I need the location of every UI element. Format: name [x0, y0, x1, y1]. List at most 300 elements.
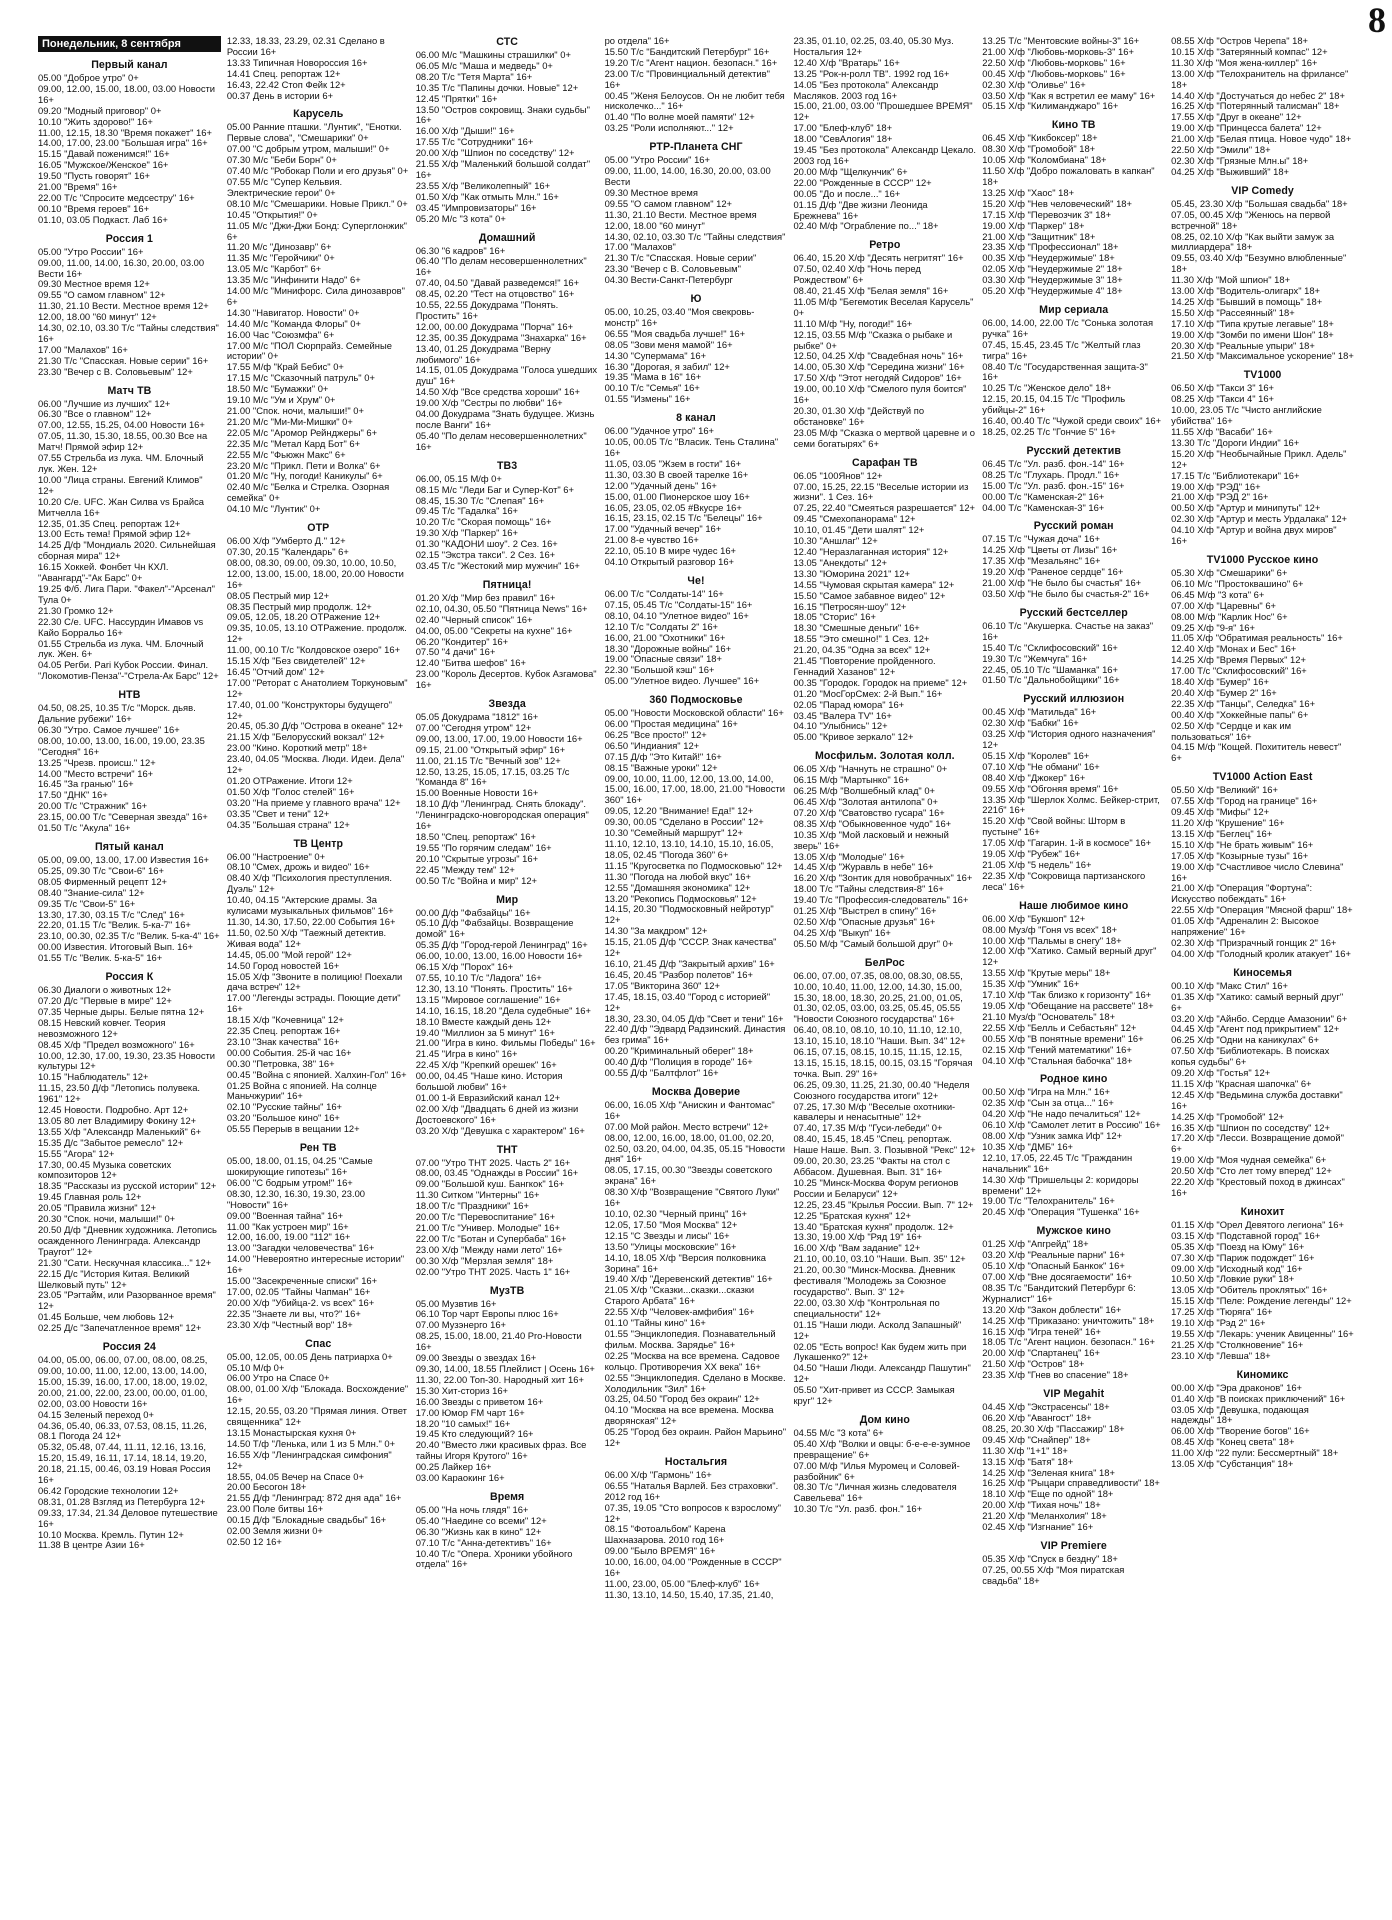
program-listing: 22.00 "Рожденные в СССР" 12+: [793, 176, 932, 188]
program-listing: 04.50, 08.25, 10.35 Т/с "Морск. дьяв. Дальние рубежи" 16+: [38, 702, 196, 725]
program-listing: 05.35 Х/ф "Поезд на Юму" 16+: [1171, 1240, 1305, 1252]
program-listing: 21.30 Т/с "Спасская. Новые серии" 16+: [38, 354, 209, 366]
program-listing: 06.00 Х/ф "Гармонь" 16+: [604, 1468, 712, 1480]
program-listing: 13.00 "Загадки человечества" 16+: [226, 1242, 375, 1254]
program-listing: 19.45 "Без протокола" Александр Цекало. 2003 год 16+: [793, 144, 977, 166]
channel-title: Наше любимое кино: [1019, 899, 1129, 912]
program-listing: 05.00 "На ночь глядя" 16+: [415, 1503, 529, 1515]
program-listing: 16.00 Звезды с приветом 16+: [415, 1395, 544, 1407]
program-listing: 12.15, 20.55, 03.20 "Прямая линия. Ответ священника" 12+: [226, 1405, 407, 1428]
program-listing: 21.55 Д/ф "Ленинград: 872 дня ада" 16+: [226, 1492, 402, 1504]
program-listing: 20.30, 01.30 Х/ф "Действуй по обстановке" 16+: [793, 405, 925, 427]
program-listing: 06.10 Х/ф "Самолет летит в Россию" 16+: [982, 1119, 1161, 1131]
program-listing: 12.50, 13.25, 15.05, 17.15, 03.25 Т/с "Команда 8" 16+: [415, 765, 570, 788]
program-listing: 12.10, 17.05, 22.45 Т/с "Гражданин начальник" 16+: [982, 1151, 1133, 1174]
program-listing: 03.20 "На приеме у главного врача" 12+: [226, 796, 401, 808]
program-listing: 19.55 Х/ф "Лекарь: ученик Авиценны" 16+: [1171, 1327, 1354, 1339]
program-listing: 17.55 Т/с "Сотрудники" 16+: [415, 136, 534, 148]
program-listing: 08.25, 02.10 Х/ф "Как выйти замуж за миллиардера" 18+: [1171, 230, 1335, 253]
program-listing: 15.15 Х/ф "Без свидетелей" 12+: [226, 655, 366, 667]
program-listing: 10.50 Х/ф "Ловкие руки" 18+: [1171, 1273, 1295, 1285]
program-listing: 04.00 Х/ф "Голодный кролик атакует" 16+: [1171, 947, 1351, 959]
program-listing: 05.00 "Кривое зеркало" 12+: [793, 731, 914, 743]
program-listing: 11.20 Х/ф "Крушение" 16+: [1171, 817, 1285, 828]
schedule-column: [227, 36, 410, 1906]
program-listing: 05.10 Х/ф "Опасный Банкок" 16+: [982, 1260, 1125, 1272]
program-listing: 00.45 Х/ф "Любовь-морковь" 16+: [982, 67, 1126, 79]
program-listing: 01.35 Х/ф "Хатико: самый верный друг" 6+: [1171, 990, 1344, 1013]
program-listing: 14.45, 05.00 "Мой герой" 12+: [226, 948, 352, 960]
program-listing: 08.40 "Знание-сила" 12+: [38, 886, 145, 898]
program-listing: 22.50 Х/ф "Любовь-морковь" 16+: [982, 56, 1126, 68]
channel-title: Дом кино: [859, 1413, 910, 1426]
program-listing: 12.00 "Удачный день" 16+: [604, 479, 717, 491]
program-listing: 10.00, 16.00, 04.00 "Рожденные в СССР" 16+: [604, 1556, 782, 1579]
program-listing: 03.30 Х/ф "Неудержимые 3" 18+: [982, 274, 1123, 286]
program-listing: 22.35 М/с "Метал Кард Бот" 6+: [226, 437, 361, 449]
program-listing: 19.00, 00.10 Х/ф "Смелого пуля боится" 16+: [793, 383, 967, 406]
program-listing: 05.05 Докудрама "1812" 16+: [415, 711, 539, 723]
program-listing: 23.15, 00.00 Т/с "Северная звезда" 16+: [38, 811, 208, 823]
program-listing: 02.10, 04.30, 05.50 "Пятница News" 16+: [415, 602, 588, 614]
program-listing: 10.20 Т/с "Скорая помощь" 16+: [415, 516, 552, 528]
program-listing: 15.15 "Давай поженимся!" 16+: [38, 148, 170, 160]
channel-title: Ю: [690, 293, 702, 306]
program-listing: 05.20 Х/ф "Неудержимые 4" 18+: [982, 285, 1123, 297]
program-listing: 21.00 Х/ф "РЭД 2" 16+: [1171, 491, 1269, 503]
program-listing: 07.15 Д/ф "Это Китай!" 16+: [604, 750, 722, 762]
program-listing: 04.25 Х/ф "Выкуп" 16+: [793, 926, 891, 938]
program-listing: 18.10 Х/ф "Еще по одной" 18+: [982, 1488, 1114, 1500]
channel-title: Пятница!: [482, 578, 532, 591]
program-listing: 12.25 "Братская кухня" 12+: [793, 1209, 911, 1221]
program-listing: 21.00 Х/ф "Не было бы счастья" 16+: [982, 577, 1142, 589]
program-listing: 17.10 Х/ф "Так близко к горизонту" 16+: [982, 989, 1152, 1001]
program-listing: 18.50 М/с "Бумажки" 0+: [226, 383, 329, 395]
program-listing: 19.00 Х/ф "Зомби по имени Шон" 18+: [1171, 328, 1334, 340]
program-listing: 08.30 Х/ф "Возвращение "Святого Луки" 16+: [604, 1186, 780, 1209]
program-listing: 19.05 Х/ф "Рубеж" 16+: [982, 848, 1081, 860]
program-listing: 08.00 Х/ф "Узник замка Иф" 12+: [982, 1130, 1123, 1142]
program-listing: 02.05 "Есть вопрос! Как будем жить при Лукашенко?" 12+: [793, 1340, 967, 1363]
program-listing: 14.30, 02.10, 03.30 Т/с "Тайны следствия": [604, 230, 786, 242]
program-listing: 04.50 "Наши Люди. Александр Пашутин" 12+: [793, 1362, 971, 1385]
program-listing: 07.05, 00.45 Х/ф "Женюсь на первой встречной" 18+: [1171, 208, 1331, 231]
program-listing: 00.15 Д/ф "Блокадные свадьбы" 16+: [226, 1514, 387, 1526]
schedule-column: [1171, 36, 1354, 1906]
program-listing: 13.15 "Мировое соглашение" 16+: [415, 993, 561, 1005]
program-listing: 09.05, 12.20 "Внимание! Еда!" 12+: [604, 805, 754, 817]
program-listing: 01.45 Больше, чем любовь 12+: [38, 1311, 175, 1323]
program-listing: 11.55 Х/ф "Васаби" 16+: [1171, 426, 1273, 437]
program-listing: 19.00 Х/ф "Паркер" 18+: [982, 219, 1085, 231]
program-listing: 19.35 "Мама в 16" 16+: [604, 371, 702, 383]
program-listing: 21.20 Х/ф "Меланхолия" 18+: [982, 1510, 1107, 1522]
program-listing: 03.25, 04.50 "Город без окраин" 12+: [604, 1393, 760, 1405]
program-listing: 18.25, 02.25 Т/с "Гончие 5" 16+: [982, 426, 1116, 437]
program-listing: 19.40 Т/с "Профессия-следователь" 16+: [793, 894, 969, 906]
program-listing: 16.15 Х/ф "Игра теней" 16+: [982, 1325, 1101, 1337]
program-listing: 02.40 М/с "Белка и Стрелка. Озорная семейка" 0+: [226, 481, 390, 504]
program-listing: 22.10, 05.10 В мире чудес 16+: [604, 545, 737, 557]
program-listing: 08.00 Муз/ф "Гоня vs всех" 18+: [982, 923, 1118, 935]
program-listing: 16.35 Х/ф "Шпион по соседству" 12+: [1171, 1121, 1330, 1133]
program-listing: 14.25 Х/ф "Громобой" 12+: [1171, 1110, 1285, 1122]
program-listing: 17.00 М/с "ПОЛ Сюрпрайз. Семейные истории" 0+: [226, 339, 392, 362]
program-listing: 11.00 "Как устроен мир" 16+: [226, 1220, 349, 1232]
program-listing: 10.40 Т/с "Опера. Хроники убойного отдела" 16+: [415, 1547, 573, 1570]
channel-title: Рен ТВ: [299, 1142, 337, 1155]
program-listing: 12.50, 04.25 Х/ф "Свадебная ночь" 16+: [793, 350, 964, 362]
program-listing: 04.30 Вести-Санкт-Петербург: [604, 274, 733, 286]
program-listing: 06.25 "Все просто!" 12+: [604, 728, 707, 740]
program-listing: 17.00 "Удачный вечер" 16+: [604, 523, 722, 535]
program-listing: 22.50 Х/ф "Эмили" 18+: [1171, 144, 1271, 156]
program-listing: 17.00 "Малахов": [604, 241, 676, 253]
program-listing: 07.00 Мой район. Место встречи" 12+: [604, 1120, 769, 1132]
program-listing: 18.00 Т/с "Тайны следствия-8" 16+: [793, 883, 944, 895]
program-listing: 22.00 Т/с "Ботан и Супербаба" 16+: [415, 1232, 567, 1244]
program-listing: 07.15 Т/с "Чужая доча" 16+: [982, 533, 1100, 545]
program-listing: 14.41 Спец. репортаж 12+: [226, 67, 341, 79]
program-listing: 02.40 "Черный список" 16+: [415, 613, 533, 625]
channel-title: Русский роман: [1033, 520, 1114, 533]
program-listing: 13.25 Х/ф "Хаос" 18+: [982, 186, 1075, 198]
program-listing: 01.15 Х/ф "Орел Девятого легиона" 16+: [1171, 1218, 1344, 1230]
program-listing: 13.05 Х/ф "Молодые" 16+: [793, 850, 905, 862]
program-listing: 09.00, 10.00, 11.00, 12.00, 13.00, 14.00, 15.00, 16.00, 17.00, 18.00, 21.00 "Новости 360" 16+: [604, 772, 785, 806]
program-listing: 00.37 День в истории 6+: [226, 89, 334, 101]
program-listing: 12.00, 16.00, 19.00 "112" 16+: [226, 1231, 351, 1243]
program-listing: 06.25 Х/ф "Одни на каникулах" 6+: [1171, 1034, 1319, 1046]
program-listing: 08.40 Т/с "Государственная защита-3" 16+: [982, 360, 1148, 383]
program-listing: 03.20 Х/ф "Айнбо. Сердце Амазонии" 6+: [1171, 1012, 1348, 1024]
program-listing: 05.00 Музвтив 16+: [415, 1297, 497, 1309]
channel-title: Родное кино: [1040, 1073, 1108, 1086]
channel-title: Звезда: [488, 698, 526, 711]
program-listing: 11.30 "Погода на любой вкус" 16+: [604, 870, 751, 882]
program-listing: 02.55 "Энциклопедия. Сделано в Москве. Холодильник "Зил" 16+: [604, 1371, 786, 1394]
program-listing: 14.25 Х/ф "Цветы от Лизы" 16+: [982, 544, 1118, 556]
program-listing: 17.00, 02.05 "Тайны Чапман" 16+: [226, 1285, 371, 1297]
program-listing: 11.15 "Кругосветка по Подмосковью" 12+: [604, 859, 783, 871]
program-listing: 17.00 "Блеф-клуб" 18+: [793, 122, 893, 134]
program-listing: 09.33, 17.34, 21.34 Деловое путешествие 16+: [38, 1506, 218, 1529]
program-listing: 08.25, 20.30 Х/ф "Пассажир" 18+: [982, 1422, 1125, 1434]
program-listing: 01.55 "Энциклопедия. Познавательный фильм. Москва. Зарядье" 16+: [604, 1327, 776, 1350]
schedule-column: [416, 36, 599, 1906]
program-listing: 00.50 Х/ф "Игра на Млн." 16+: [982, 1086, 1110, 1098]
program-listing: 01.40 "По волне моей памяти" 12+: [604, 111, 755, 123]
program-listing: 01.00 1-й Евразийский канал 12+: [415, 1091, 561, 1103]
program-listing: 00.00 Д/ф "Фабзайцы" 16+: [415, 906, 531, 918]
program-listing: 09.55 "О самом главном" 12+: [38, 289, 166, 301]
program-listing: 16.15 "Петросян-шоу" 12+: [793, 600, 907, 612]
program-listing: 18.10 Д/ф "Ленинград. Снять блокаду". "Ленинградско-новгородская операция" 16+: [415, 798, 589, 832]
program-listing: 00.00 Известия. Итоговый Вып. 16+: [38, 941, 194, 953]
program-listing: 06.45 Х/ф "Золотая антилопа" 0+: [793, 796, 938, 807]
program-listing: 12.45 Х/ф "Ведьмина служба доставки" 16+: [1171, 1088, 1343, 1111]
program-listing: 19.20 Т/с "Агент национ. безопасн." 16+: [604, 56, 778, 68]
program-listing: 02.30 Х/ф "Оливье" 16+: [982, 78, 1086, 90]
program-listing: 09.00, 20.30, 23.25 "Факты на стол с Аббасом. Душевная. Вып. 31" 16+: [793, 1155, 950, 1177]
program-listing: 10.15 Х/ф "Затерянный компас" 12+: [1171, 45, 1328, 57]
program-listing: 09.00, 11.00, 14.00, 16.30, 20.00, 03.00 Вести 16+: [38, 256, 205, 279]
program-listing: 20.05 "Правила жизни" 12+: [38, 1202, 157, 1214]
program-listing: 13.50 "Улицы московские" 16+: [604, 1240, 737, 1252]
program-listing: 16.05 "Мужское/Женское" 16+: [38, 159, 169, 171]
program-listing: 17.55 М/ф "Край Бебис" 0+: [226, 361, 344, 373]
program-listing: 06.15 Х/ф "Порох" 16+: [415, 961, 514, 973]
program-listing: 23.00 "Король Десертов. Кубок Азгамова" 16+: [415, 668, 597, 691]
channel-title: Киносемья: [1233, 966, 1292, 979]
program-listing: 00.55 Х/ф "В понятные времени" 16+: [982, 1032, 1144, 1044]
program-listing: 22.35 Х/ф "Танцы", Селедка" 16+: [1171, 697, 1316, 709]
program-listing: 05.00, 12.05, 00.05 День патриарха 0+: [226, 1350, 393, 1362]
program-listing: 05.00, 09.00, 13.00, 17.00 Известия 16+: [38, 854, 210, 865]
channel-title: ТВ Центр: [293, 837, 344, 850]
program-listing: 08.15 М/с "Леди Баг и Супер-Кот" 6+: [415, 483, 574, 495]
program-listing: 00.10 "Время героев" 16+: [38, 202, 150, 214]
program-listing: 22.45 "Между тем" 12+: [415, 863, 515, 875]
channel-title: Русский бестселлер: [1019, 606, 1128, 619]
channel-title: Мир: [496, 893, 519, 906]
program-listing: 10.30 Т/с "Ул. разб. фон." 16+: [793, 1503, 923, 1515]
program-listing: 08.25 Т/с "Глухарь. Продл." 16+: [982, 468, 1120, 480]
program-listing: 15.20 Х/ф "Нев человеческий" 18+: [982, 197, 1132, 209]
program-listing: 21.30 "Сати. Нескучная классика..." 12+: [38, 1256, 212, 1268]
program-listing: 07.55 Х/ф "Город на границе" 16+: [1171, 795, 1318, 807]
program-listing: 06.15 М/ф "Мартынко" 16+: [793, 774, 910, 786]
program-listing: 21.50 Х/ф "Максимальное ускорение" 18+: [1171, 350, 1354, 362]
program-listing: 20.45 Х/ф "Операция "Тушенка" 16+: [982, 1206, 1140, 1218]
program-listing: 06.50 "Индиания" 12+: [604, 739, 700, 751]
program-listing: 02.00 Земля жизни 0+: [226, 1525, 323, 1537]
channel-title: НТВ: [118, 689, 141, 702]
program-listing: 00.00, 04.45 "Наше кино. История большой любви" 16+: [415, 1070, 563, 1093]
program-listing: 15.15 Х/ф "Пеле: Рождение легенды" 12+: [1171, 1295, 1352, 1307]
program-listing: 09.45 Х/ф "Снайпер" 18+: [982, 1433, 1091, 1445]
program-listing: 13.00 Х/ф "Телохранитель на фрилансе" 18+: [1171, 67, 1349, 90]
program-listing: 07.00 Х/ф "Вне досягаемости" 16+: [982, 1271, 1132, 1282]
program-listing: 11.30, 14.30, 17.50, 22.00 События 16+: [226, 915, 396, 927]
program-listing: 19.20 Х/ф "Раненое сердце" 16+: [982, 566, 1124, 578]
program-listing: 11.30, 21.10 Вести. Местное время: [604, 208, 757, 220]
program-listing: 05.00 "Улетное видео. Лучшее" 16+: [604, 675, 760, 687]
program-listing: 19.05 Х/ф "Обещание на рассвете" 18+: [982, 999, 1154, 1011]
program-listing: 11.30, 22.00 Топ-30. Народный хит 16+: [415, 1373, 584, 1385]
schedule-column: [982, 36, 1165, 1906]
program-listing: 20.00 Т/с "Перевоспитание" 16+: [415, 1211, 556, 1223]
program-listing: 08.00, 03.45 "Однажды в России" 16+: [415, 1167, 579, 1179]
channel-title: Пятый канал: [95, 841, 164, 853]
program-listing: 09.45 "Смехопанорама" 12+: [793, 513, 916, 525]
program-listing: 08.00, 12.00, 16.00, 18.00, 01.00, 02.20, 02.50, 03.20, 04.00, 04.35, 05.15 "Новости дня" 16+: [604, 1131, 785, 1165]
program-listing: 07.25, 22.40 "Смеяться разрешается" 12+: [793, 502, 976, 514]
channel-title: Домашний: [478, 231, 536, 244]
program-listing: 07.20 Д/с "Первые в мире" 12+: [38, 994, 172, 1006]
program-listing: 11.15, 23.50 Д/ф "Летопись полувека. 1961" 12+: [38, 1082, 201, 1105]
program-listing: 00.40 Х/ф "Хоккейные папы" 6+: [1171, 708, 1309, 720]
program-listing: 23.30 "Вечер с В. Соловьевым" 12+: [38, 365, 193, 377]
channel-title: ТВ3: [496, 459, 518, 472]
program-listing: 13.05 "Анекдоты" 12+: [793, 556, 887, 568]
program-listing: 10.05, 00.05 Т/с "Власик. Тень Сталина" 16+: [604, 436, 779, 458]
program-listing: 05.50 "Хит-привет из СССР. Замыкая круг" 12+: [793, 1384, 955, 1407]
program-listing: 02.30 Х/ф "Грязные Млн.ы" 18+: [1171, 154, 1309, 166]
channel-title: Русский иллюзион: [1023, 693, 1125, 706]
program-listing: 12.10 Т/с "Солдаты 2" 16+: [604, 620, 719, 632]
program-listing: 06.20 Х/ф "Авангост" 18+: [982, 1411, 1092, 1423]
program-listing: 18.20 "10 самых!" 16+: [415, 1417, 511, 1429]
program-listing: 07.05, 11.30, 15.30, 18.55, 00.30 Все на Матч! Прямой эфир 12+: [38, 430, 208, 453]
program-listing: 14.30, 02.10, 03.30 Т/с "Тайны следствия" 16+: [38, 322, 219, 344]
program-listing: 00.10 Т/с "Семья" 16+: [604, 382, 700, 394]
program-listing: 10.10 "Жить здорово!" 16+: [38, 115, 153, 127]
program-listing: 13.50 "Остров сокровищ. Знаки судьбы" 16+: [415, 103, 590, 126]
channel-title: ОТР: [307, 522, 330, 535]
program-listing: 08.40 Х/ф "Психология преступления. Дуэль" 12+: [226, 872, 392, 895]
program-listing: 06.00 "Удачное утро" 16+: [604, 425, 715, 437]
program-listing: 11.05 Х/ф "Обратимая реальность" 16+: [1171, 632, 1343, 644]
channel-title: 360 Подмосковье: [649, 694, 743, 707]
program-listing: 21.20 М/с "Ми-Ми-Мишки" 0+: [226, 415, 353, 427]
program-listing: 06.00 "С бодрым утром!" 16+: [226, 1176, 353, 1188]
program-listing: 16.45 "Отчий дом" 12+: [226, 665, 325, 677]
channel-title: 8 канал: [676, 412, 716, 425]
program-listing: 23.35 Х/ф "Гнев во спасение" 18+: [982, 1369, 1129, 1381]
program-listing: 14.30 "Навигатор. Новости" 0+: [226, 306, 360, 318]
program-listing: 16.00 Х/ф "Дыши!" 16+: [415, 125, 515, 137]
program-listing: 19.00 Х/ф "Сестры по любви" 16+: [415, 397, 563, 409]
program-listing: 21.00 "Спок. ночи, малыши!" 0+: [226, 405, 364, 416]
program-listing: 09.05, 12.05, 18.20 ОТРажение 12+: [226, 611, 381, 623]
program-listing: 05.45, 23.30 Х/ф "Большая свадьба" 18+: [1171, 197, 1348, 209]
program-listing: 04.10 "Москва на все времена. Москва дворянская" 12+: [604, 1404, 774, 1427]
tv-schedule-page: [38, 36, 1354, 1906]
program-listing: 17.10 Х/ф "Типа крутые легавые" 18+: [1171, 317, 1334, 329]
program-listing: 12.35, 01.35 Спец. репортаж 12+: [38, 517, 181, 529]
program-listing: 18.35 "Рассказы из русской истории" 12+: [38, 1180, 217, 1192]
channel-title: VIP Premiere: [1040, 1539, 1107, 1552]
program-listing: 19.00 "Опасные связи" 18+: [604, 653, 722, 665]
program-listing: 10.25 "Минск-Москва Форум регионов России и Беларуси" 12+: [793, 1176, 959, 1199]
program-listing: 13.05 Х/ф "Субстанция" 18+: [1171, 1458, 1294, 1470]
program-listing: 13.00 Х/ф "Водитель-олигарх" 18+: [1171, 285, 1321, 297]
program-listing: 11.00, 23.00, 05.00 "Блеф-клуб" 16+: [604, 1578, 760, 1589]
program-listing: 14.40 М/с "Команда Флоры" 0+: [226, 317, 361, 329]
channel-title: Че!: [687, 574, 705, 587]
program-listing: 20.00 Х/ф "Шпион по соседству" 12+: [415, 147, 575, 159]
program-listing: 14.25 Д/ф "Мондиаль 2020. Сильнейшая сборная мира" 12+: [38, 539, 216, 562]
program-listing: 10.00, 23.05 Т/с "Чисто английские убийства" 16+: [1171, 404, 1322, 427]
program-listing: 05.00 "Утро России" 16+: [38, 245, 144, 257]
program-listing: 21.00 Х/ф "Защитник" 18+: [982, 230, 1096, 242]
program-listing: 06.00 "Настроение" 0+: [226, 850, 326, 862]
program-listing: 06.05 М/с "Маша и медведь" 0+: [415, 59, 553, 71]
program-listing: 14.25 Х/ф "Приказано: уничтожить" 18+: [982, 1314, 1155, 1326]
program-listing: 12.05, 17.50 "Моя Москва" 12+: [604, 1218, 738, 1230]
program-listing: 07.30 М/с "Беби Борн" 0+: [226, 154, 337, 166]
program-listing: 14.45 Х/ф "Журавль в небе" 16+: [793, 861, 934, 873]
program-listing: 20.00 М/ф "Щелкунчик" 6+: [793, 165, 908, 177]
channel-title: Ретро: [869, 239, 901, 252]
program-listing: 18.30, 23.30, 04.05 Д/ф "Свет и тени" 16+: [604, 1012, 784, 1024]
program-listing: 14.50 Т/ф "Ленька, или 1 из 5 Млн." 0+: [226, 1437, 396, 1449]
program-listing: 18.50 "Спец. репортаж" 16+: [415, 831, 536, 842]
program-listing: 02.25 Д/с "Запечатленное время" 12+: [38, 1322, 202, 1334]
program-listing: 08.45, 02.20 "Тест на отцовство" 16+: [415, 288, 575, 300]
program-listing: 12.00, 18.00 "60 минут" 12+: [38, 311, 157, 323]
program-listing: 07.20 Х/ф "Сватовство гусара" 16+: [793, 806, 945, 818]
program-listing: 06.45 М/ф "3 кота" 6+: [1171, 588, 1265, 600]
program-listing: 04.45 Х/ф "Экстрасенсы" 18+: [982, 1401, 1110, 1413]
program-listing: 06.50 Х/ф "Такси 3" 16+: [1171, 382, 1275, 394]
program-listing: 03.35 "Свет и тени" 12+: [226, 807, 330, 819]
program-listing: 17.15 М/с "Сказочный патруль" 0+: [226, 372, 375, 384]
program-listing: 06.00, 07.00, 07.35, 08.00, 08.30, 08.55, 10.00, 10.40, 11.00, 12.00, 14.30, 15.00, 15.30, 18.00, 18.30, 20.25, 21.00, 01.05, 01.30, 02.05, 03.00, 03.25, 05.45, 05.55 "Новости Союзного государства" 16+: [793, 969, 963, 1025]
program-listing: 04.10 Х/ф "Артур и война двух миров" 16+: [1171, 524, 1337, 547]
program-listing: 03.25 Х/ф "История одного назначения" 12+: [982, 728, 1156, 751]
program-listing: 06.40 "По делам несовершеннолетних" 16+: [415, 255, 587, 278]
program-listing: 08.55 Х/ф "Остров Черепа" 18+: [1171, 36, 1309, 46]
program-listing: 17.00 "Легенды эстрады. Поющие дети" 16+: [226, 992, 401, 1015]
program-listing: 08.35 Т/с "Бандитский Петербург 6: Журналист" 16+: [982, 1281, 1136, 1304]
program-listing: 23.00 "Кино. Короткий метр" 18+: [226, 742, 368, 754]
program-listing: 06.00 "Простая медицина" 16+: [604, 718, 738, 730]
program-listing: 06.05 "100Янов" 12+: [793, 469, 883, 481]
channel-title: Карусель: [293, 108, 344, 121]
program-listing: 01.20 "МосГорСмех: 2-й Вып." 16+: [793, 687, 943, 699]
program-listing: 12.40 Х/ф "Вратарь" 16+: [793, 56, 900, 68]
program-listing: 14.30 Х/ф "Пришельцы 2: коридоры времени" 12+: [982, 1173, 1139, 1196]
program-listing: 16.15, 23.15, 02.15 Т/с "Белецы" 16+: [604, 512, 763, 524]
program-listing: 17.45, 18.15, 03.40 "Город с историей" 12+: [604, 990, 771, 1013]
program-listing: 14.15, 20.30 "Подмосковный нейротур" 12+: [604, 903, 774, 926]
program-listing: 12.00, 18.00 "60 минут": [604, 219, 705, 231]
program-listing: 20.50 Д/ф "Дневник художника. Летопись осажденного Ленинграда. Александр Траугот" 12+: [38, 1224, 217, 1257]
program-listing: 04.05 Регби. Pari Кубок России. Финал. "Локомотив-Пенза"-"Стрела-Ак Барс" 12+: [38, 659, 219, 682]
program-listing: 02.30 Х/ф "Призрачный гонщик 2" 16+: [1171, 936, 1337, 948]
program-listing: 07.00 Х/ф "Царевны" 6+: [1171, 599, 1277, 611]
program-listing: 02.00 Х/ф "Двадцать 6 дней из жизни Достоевского" 16+: [415, 1102, 579, 1125]
program-listing: 02.30 Х/ф "Артур и месть Урдалака" 12+: [1171, 513, 1348, 525]
program-listing: 22.20 Х/ф "Крестовый поход в джинсах" 16+: [1171, 1176, 1345, 1198]
program-listing: 00.35 "Городок. Городок на приеме" 12+: [793, 676, 968, 688]
program-listing: 02.35 Х/ф "Сын за отца..." 16+: [982, 1097, 1114, 1109]
program-listing: 17.15 Х/ф "Перевозчик 3" 18+: [982, 208, 1112, 220]
program-listing: 19.10 Х/ф "Рэд 2" 16+: [1171, 1317, 1266, 1329]
program-listing: 09.25 Х/ф "9-я" 16+: [1171, 621, 1255, 633]
program-listing: 13.30 Т/с "Дороги Индии" 16+: [1171, 436, 1300, 448]
program-listing: 09.00, 11.00, 14.00, 16.30, 20.00, 03.00 Вести: [604, 165, 771, 187]
program-listing: 20.00 Т/с "Стражник" 16+: [38, 800, 148, 812]
program-listing: 04.20 Х/ф "Не надо печалиться" 12+: [982, 1108, 1141, 1120]
program-listing: 17.05 Х/ф "Козырные тузы" 16+: [1171, 849, 1309, 861]
program-listing: 00.45 Х/ф "Матильда" 16+: [982, 706, 1097, 718]
program-listing: 01.50 Х/ф "Голос стелей" 16+: [226, 785, 355, 797]
program-listing: 22.45, 05.10 Т/с "Шаманка" 16+: [982, 663, 1118, 675]
program-listing: 14.15, 01.05 Докудрама "Голоса ушедших душ" 16+: [415, 364, 598, 387]
program-listing: 21.45 "Повторение пройденного. Геннадий Хазанов" 12+: [793, 655, 936, 677]
program-listing: 04.55 М/с "3 кота" 6+: [793, 1426, 884, 1438]
program-listing: 13.20 "Рекопись Подмосковья" 12+: [604, 892, 757, 904]
program-listing: 05.32, 05.48, 07.44, 11.11, 12.16, 13.16, 15.20, 15.49, 16.11, 17.14, 18.14, 19.20, 20.18, 21.15, 00.46, 03.19 Новая Россия 16+: [38, 1441, 211, 1486]
program-listing: 01.50 Т/с "Дальнобойщики" 16+: [982, 674, 1120, 686]
program-listing: 14.00 "Невероятно интересные истории" 16+: [226, 1253, 405, 1276]
program-listing: 00.45 "Война с японией. Халхин-Гол" 16+: [226, 1068, 407, 1080]
program-listing: 10.05 Х/ф "Коломбиана" 18+: [982, 154, 1107, 166]
